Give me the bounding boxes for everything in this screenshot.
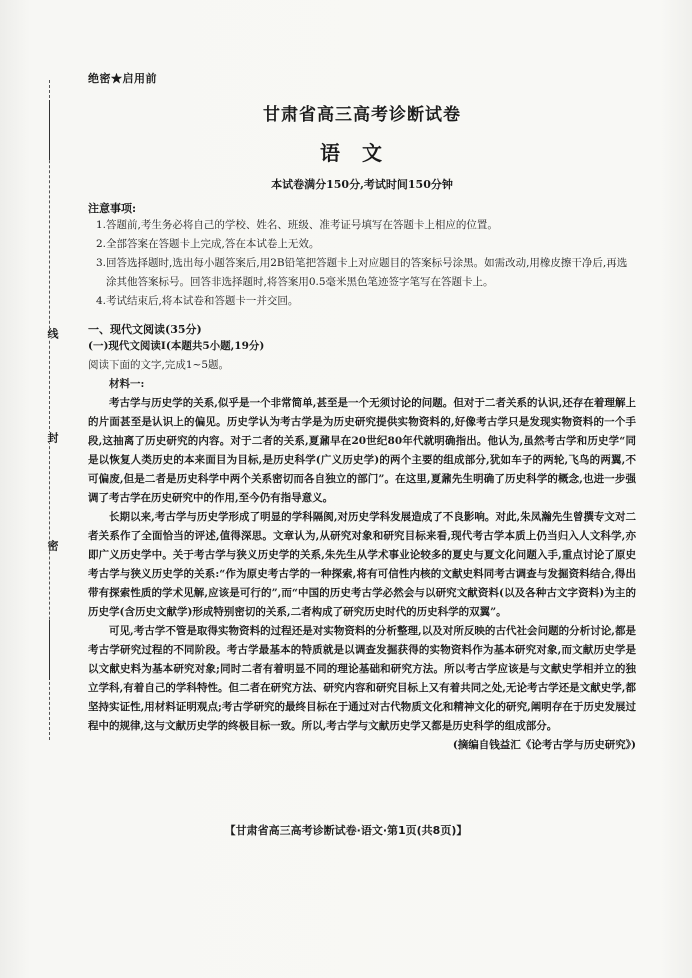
reading-instruction: 阅读下面的文字,完成1~5题。 <box>88 359 229 371</box>
notice-list <box>88 216 636 311</box>
passage-paragraph: 可见,考古学不管是取得实物资料的过程还是对实物资料的分析整理,以及对所反映的古代社会问题的分析讨论,都是考古学研究过程的不同阶段。考古学最基本的特质就是以调查发掘获得的实物资料作为基本研究对象,而文献历史学是以文献史料为基本研究对象;同时二者有着明显不同的理论基础和研究方法。所以考古学应该是与文献史学相并立的独立学科,有着自己的学科特性。但二者在研究方法、研究内容和研究目标上又有着共同之处,无论考古学还是文献史学,都坚持实证性,用材料证明观点;考古学研究的最终目标在于通过对古代物质文化和精神文化的研究,阐明存在于历史发展过程中的规律,这与文献历史学的终极目标一致。所以,考古学与文献历史学又都是历史科学的组成部分。 <box>88 625 636 732</box>
passage-paragraph: 考古学与历史学的关系,似乎是一个非常简单,甚至是一个无须讨论的问题。但对于二者关系的认识,还存在着理解上的片面甚至是认识上的偏见。历史学认为考古学是为历史研究提供实物资料的,好像考古学只是发现实物资料的一个手段,这抽离了历史研究的内容。对于二者的关系,夏鼐早在20世纪80年代就明确指出。他认为,虽然考古学和历史学“同是以恢复人类历史的本来面目为目标,是历史科学(广义历史学)的两个主要的组成部分,犹如车子的两轮,飞鸟的两翼,不可偏废,但是二者是历史科学中两个关系密切而各自独立的部门”。在这里,夏鼐先生明确了历史科学的概念,也进一步强调了考古学在历史研究中的作用,至今仍有指导意义。 <box>88 397 636 504</box>
subsection-heading: (一)现代文阅读Ⅰ(本题共5小题,19分) <box>88 340 265 352</box>
exam-title: 甘肃省高三高考诊断试卷 <box>263 105 461 125</box>
notice-item: 2.全部答案在答题卡上完成,答在本试卷上无效。 <box>96 238 320 250</box>
notice-item: 3.回答选择题时,选出每小题答案后,用2B铅笔把答题卡上对应题目的答案标号涂黑。如需改动,用橡皮擦干净后,再选涂其他答案标号。回答非选择题时,将答案用0.5毫米黑色笔迹签字笔写在答题卡上。 <box>96 257 628 288</box>
secret-label: 绝密★启用前 <box>88 72 157 85</box>
material-label: 材料一: <box>109 378 145 390</box>
passage-paragraph: 长期以来,考古学与历史学形成了明显的学科隔阂,对历史学科发展造成了不良影响。对此,朱凤瀚先生曾撰专文对二者关系作了全面恰当的评述,值得深思。文章认为,从研究对象和研究目标来看,现代考古学本质上仍当归入人文科学,亦即广义历史学中。关于考古学与狭义历史学的关系,朱先生从学术事业论较多的夏史与夏文化问题入手,重点讨论了原史考古学与狭义历史学的关系:“作为原史考古学的一种探索,将有可信性内核的文献史料同考古调查与发掘资料结合,得出带有探索性质的学术见解,应该是可行的”,而“中国的历史考古学必然会与以研究文献资料(以及各种古文字资料)为主的历史学(含历史文献学)形成特别密切的关系,二者构成了研究历史时代的历史科学的双翼”。 <box>88 511 636 618</box>
page-footer: 【甘肃省高三高考诊断试卷·语文·第1页(共8页)】 <box>224 824 468 837</box>
binding-mark-xian: 线 <box>40 328 60 339</box>
exam-meta: 本试卷满分150分,考试时间150分钟 <box>271 178 453 191</box>
notice-item: 1.答题前,考生务必将自己的学校、姓名、班级、准考证号填写在答题卡上相应的位置。 <box>96 219 498 231</box>
passage-source: (摘编自钱益汇《论考古学与历史研究》) <box>452 739 636 751</box>
notice-item: 4.考试结束后,将本试卷和答题卡一并交回。 <box>96 295 299 307</box>
binding-solid-line <box>49 620 50 680</box>
binding-margin <box>36 80 66 740</box>
subject-title: 语文 <box>320 141 404 165</box>
binding-mark-mi: 密 <box>40 540 60 551</box>
binding-mark-feng: 封 <box>40 432 60 443</box>
exam-content <box>88 70 636 755</box>
section-heading: 一、现代文阅读(35分) <box>88 323 202 336</box>
binding-solid-line <box>49 100 50 160</box>
notice-heading: 注意事项: <box>88 202 137 215</box>
